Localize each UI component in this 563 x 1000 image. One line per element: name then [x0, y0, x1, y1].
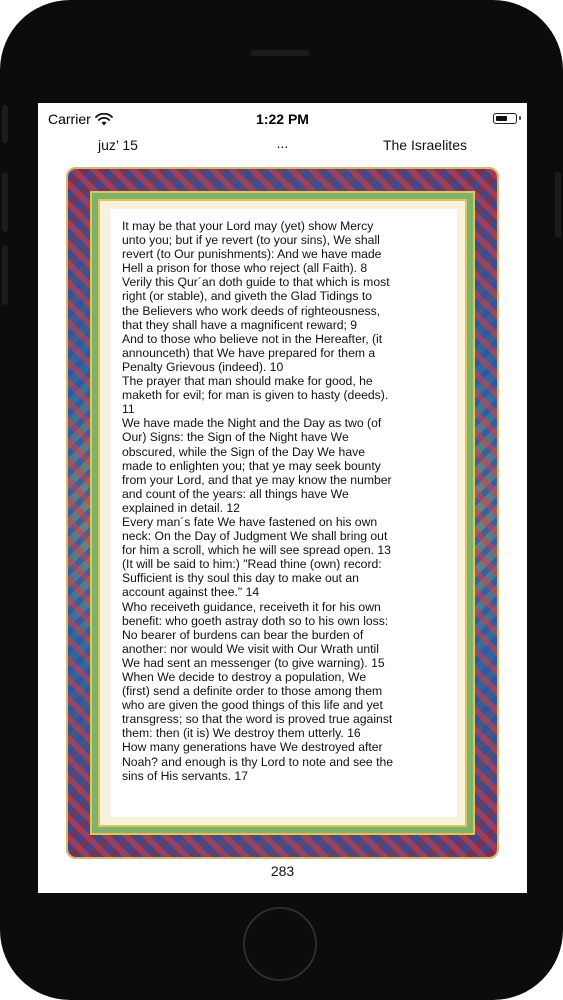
screen	[38, 103, 527, 893]
page-header	[38, 135, 527, 157]
status-bar	[38, 103, 527, 133]
border-band	[90, 191, 475, 835]
side-button-power	[555, 172, 561, 238]
verse-text: It may be that your Lord may (yet) show Mercy unto you; but if ye revert (to your sins), We shall revert (to Our punishments): And we have made Hell a prison for those who reject (all Faith). 8 Verily this Qur´an doth guide to that which is most right (or stable), and giveth the Glad Tidings to the Believers who work deeds of righteousness, that they shall have a magnificent reward; 9 And to those who believe not in the Hereafter, (it announceth) that We have prepared for them a Penalty Grievous (indeed). 10 The prayer that man should make for good, he maketh for evil; for man is given to hasty (deeds). 11 We have made the Night and the Day as two (of Our) Signs: the Sign of the Night have We obscured, while the Sign of the Day We have made to enlighten you; that ye may seek bounty from your Lord, and that ye may know the number and count of the years: all things have We explained in detail. 12 Every man´s fate We have fastened on his own neck: On the Day of Judgment We shall bring out for him a scroll, which he will see spread open. 13 (It will be said to him:) "Read thine (own) record: Sufficient is thy soul this day to make out an account against thee." 14 Who receiveth guidance, receiveth it for his own benefit: who goeth astray doth so to his own loss: No bearer of burdens can bear the burden of another: nor would We visit with Our Wrath until We had sent an messenger (to give warning). 15 When We decide to destroy a population, We (first) send a definite order to those among them who are given the good things of this life and yet transgress; so that the word is proved true against them: then (it is) We destroy them utterly. 16 How many generations have We destroyed after Noah? and enough is thy Lord to note and see the sins of His servants. 17	[122, 219, 394, 783]
border-inner	[98, 199, 467, 827]
more-button[interactable]: ...	[276, 135, 289, 151]
surah-title: The Israelites	[382, 137, 467, 153]
carrier-label: Carrier	[48, 111, 91, 127]
status-time: 1:22 PM	[256, 111, 309, 127]
battery-icon	[493, 113, 517, 124]
earpiece	[250, 50, 310, 56]
side-button-volume-down	[2, 245, 8, 305]
side-button-mute	[2, 105, 8, 143]
ornamental-border	[66, 167, 499, 859]
verse-text-area[interactable]	[110, 209, 457, 817]
juz-label: juz’ 15	[98, 137, 138, 153]
home-button[interactable]	[243, 907, 317, 981]
side-button-volume-up	[2, 172, 8, 232]
page-number: 283	[270, 863, 295, 879]
